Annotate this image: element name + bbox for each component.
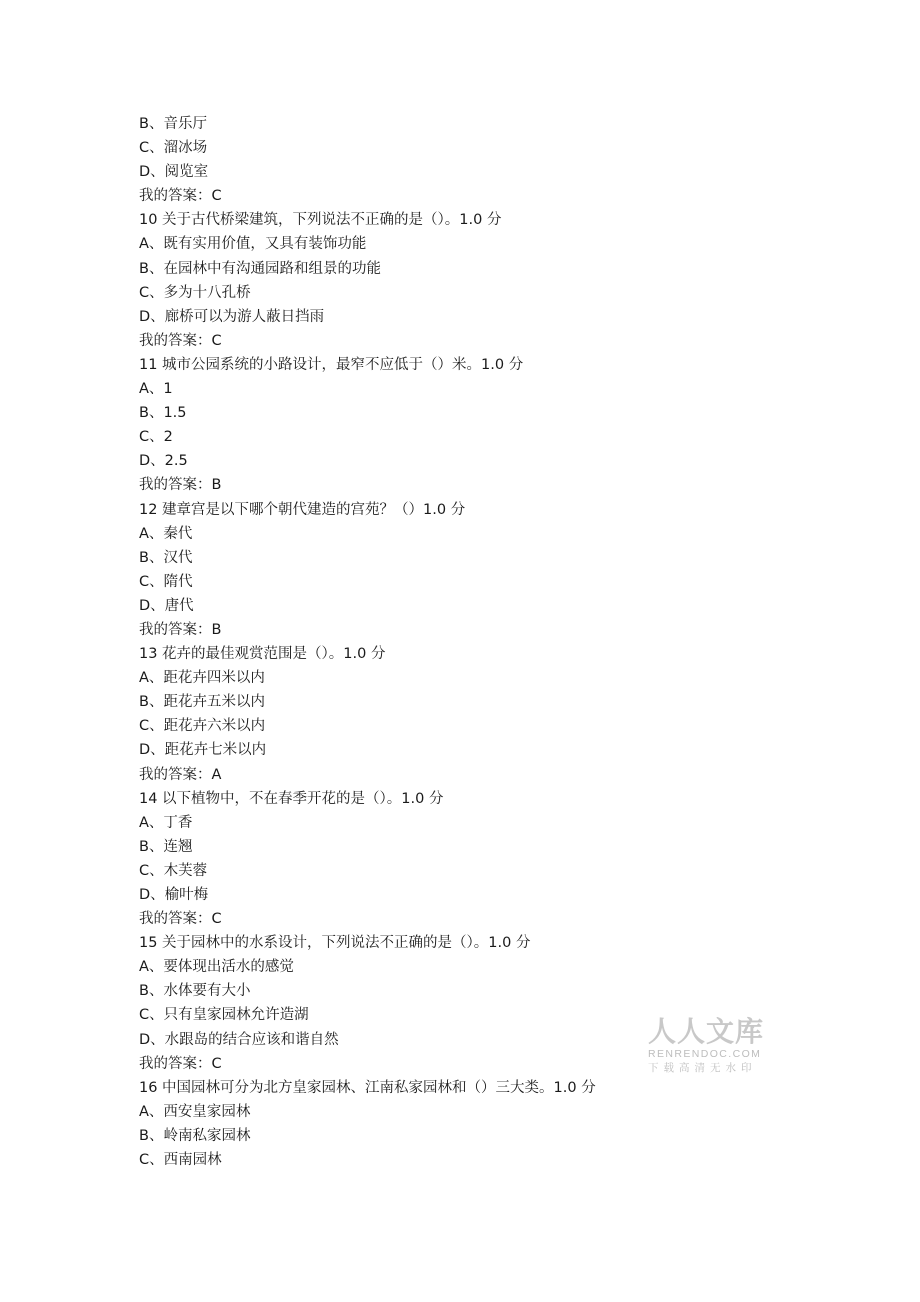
watermark-slogan: 下载高清无水印 (648, 1062, 757, 1074)
option-line: A、1 (139, 381, 173, 398)
option-line: C、距花卉六米以内 (139, 718, 266, 735)
answer-line: 我的答案：C (139, 332, 222, 349)
question-line: 11 城市公园系统的小路设计，最窄不应低于（）米。1.0 分 (139, 356, 524, 373)
answer-line: 我的答案：B (139, 477, 222, 494)
answer-line: 我的答案：C (139, 911, 222, 928)
question-line: 13 花卉的最佳观赏范围是（）。1.0 分 (139, 646, 386, 663)
question-line: 15 关于园林中的水系设计，下列说法不正确的是（）。1.0 分 (139, 935, 531, 952)
question-line: 16 中国园林可分为北方皇家园林、江南私家园林和（）三大类。1.0 分 (139, 1079, 596, 1096)
question-line: 14 以下植物中，不在春季开花的是（）。1.0 分 (139, 790, 444, 807)
option-line: B、音乐厅 (139, 116, 207, 132)
option-line: C、只有皇家园林允许造湖 (139, 1007, 309, 1024)
option-line: D、唐代 (139, 597, 194, 614)
option-line: B、水体要有大小 (139, 983, 251, 1000)
option-line: A、秦代 (139, 525, 193, 542)
option-line: B、1.5 (139, 405, 187, 422)
option-line: A、西安皇家园林 (139, 1103, 251, 1120)
answer-line: 我的答案：A (139, 766, 222, 783)
option-line: D、2.5 (139, 453, 188, 470)
question-line: 10 关于古代桥梁建筑，下列说法不正确的是（）。1.0 分 (139, 212, 502, 229)
answer-line: 我的答案：C (139, 188, 222, 205)
option-line: D、榆叶梅 (139, 887, 209, 903)
option-line: D、距花卉七米以内 (139, 742, 267, 759)
watermark (648, 1016, 772, 1076)
option-line: D、水跟岛的结合应该和谐自然 (139, 1031, 339, 1048)
option-line: A、距花卉四米以内 (139, 670, 265, 687)
watermark-url: RENRENDOC.COM (648, 1048, 762, 1060)
option-line: C、隋代 (139, 573, 193, 590)
option-line: A、要体现出活水的感觉 (139, 959, 294, 976)
option-line: B、距花卉五米以内 (139, 694, 265, 711)
option-line: C、溜冰场 (139, 140, 208, 157)
watermark-title: 人人文库 (648, 1015, 765, 1048)
option-line: C、木芙蓉 (139, 862, 208, 879)
option-line: A、既有实用价值，又具有装饰功能 (139, 236, 367, 253)
option-line: D、廊桥可以为游人蔽日挡雨 (139, 308, 325, 325)
answer-line: 我的答案：C (139, 1055, 222, 1072)
answer-line: 我的答案：B (139, 621, 222, 638)
option-line: C、西南园林 (139, 1152, 222, 1169)
question-line: 12 建章宫是以下哪个朝代建造的宫苑？（）1.0 分 (139, 501, 466, 518)
option-line: B、在园林中有沟通园路和组景的功能 (139, 260, 381, 277)
option-line: A、丁香 (139, 814, 193, 831)
option-line: B、岭南私家园林 (139, 1127, 251, 1144)
option-line: B、连翘 (139, 838, 193, 855)
option-line: C、2 (139, 429, 173, 446)
document-text (139, 112, 779, 1172)
option-line: D、阅览室 (139, 164, 209, 181)
option-line: C、多为十八孔桥 (139, 284, 251, 301)
option-line: B、汉代 (139, 549, 193, 566)
